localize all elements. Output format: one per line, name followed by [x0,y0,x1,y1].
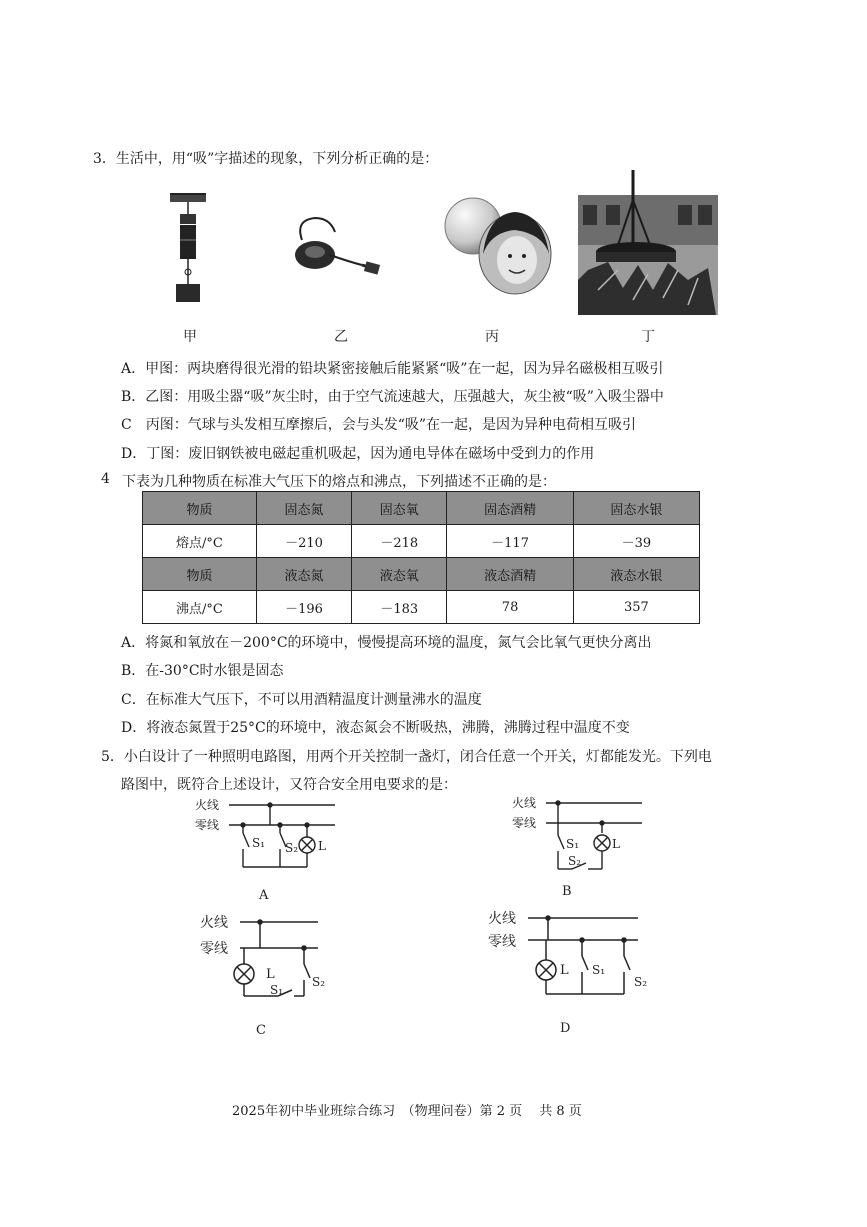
switch-s2-label: S₂ [568,854,582,868]
table-cell: 固态氧 [352,492,447,525]
table-row [143,525,700,558]
live-wire-label: 火线 [512,796,537,810]
switch-s2-label: S₂ [634,975,648,989]
melting-boiling-table [142,491,700,624]
live-wire-label: 火线 [488,911,516,927]
q4-stem: 下表为几种物质在标准大气压下的熔点和沸点，下列描述不正确的是： [122,474,556,490]
page-footer: 2025年初中毕业班综合练习 （物理问卷）第 2 页 共 8 页 [232,1104,582,1119]
q4-number: 4 [101,471,110,487]
neutral-wire-label: 零线 [195,818,220,832]
lamp-label: L [560,963,569,978]
lamp-label: L [318,839,326,853]
table-cell: 357 [573,591,699,624]
q4-option-a: A．将氮和氧放在－200°C的环境中，慢慢提高环境的温度，氮气会比氧气更快分离出 [121,635,652,651]
table-cell: －210 [256,525,351,558]
table-cell: 液态氧 [352,558,447,591]
table-cell: 液态水银 [573,558,699,591]
circuit-label-a: A [259,888,269,903]
live-wire-label: 火线 [195,798,220,812]
q4-option-c: C．在标准大气压下，不可以用酒精温度计测量沸水的温度 [121,692,482,708]
figure-label-jia: 甲 [183,329,197,345]
circuit-label-c: C [256,1023,266,1038]
lamp-label: L [612,837,620,851]
table-cell: －117 [447,525,573,558]
q3-stem: 3．生活中，用“吸”字描述的现象，下列分析正确的是： [93,151,439,167]
neutral-wire-label: 零线 [200,941,228,957]
table-cell: 熔点/°C [143,525,257,558]
figure-label-bing: 丙 [485,329,499,345]
table-cell: 78 [447,591,573,624]
neutral-wire-label: 零线 [488,934,516,950]
electromagnetic-crane-figure [578,170,718,315]
switch-s2-label: S₂ [285,841,299,855]
balloon-girl-figure [443,194,553,300]
table-row [143,591,700,624]
table-cell: －183 [352,591,447,624]
switch-s1-label: S₁ [270,983,284,997]
switch-s2-label: S₂ [312,975,326,989]
table-cell: 物质 [143,492,257,525]
table-cell: 固态水银 [573,492,699,525]
table-cell: 沸点/°C [143,591,257,624]
circuit-label-d: D [560,1021,571,1036]
neutral-wire-label: 零线 [512,816,537,830]
circuit-a-diagram [195,795,345,905]
q5-stem-line1: 5．小白设计了一种照明电路图，用两个开关控制一盏灯，闭合任意一个开关，灯都能发光。下列电 [101,749,712,765]
q3-option-c: C 丙图：气球与头发相互摩擦后，会与头发“吸”在一起，是因为异种电荷相互吸引 [121,417,637,433]
circuit-label-b: B [562,884,572,899]
q3-option-b: B．乙图：用吸尘器“吸”灰尘时，由于空气流速越大，压强越大，灰尘被“吸”入吸尘器中 [121,389,664,405]
lamp-label: L [266,967,275,982]
table-row [143,492,700,525]
switch-s1-label: S₁ [252,836,266,850]
table-cell: 液态氮 [256,558,351,591]
circuit-c-diagram [200,910,370,1040]
table-cell: 固态酒精 [447,492,573,525]
figure-label-yi: 乙 [334,329,348,345]
table-cell: －39 [573,525,699,558]
vacuum-cleaner-figure [290,210,385,280]
lead-blocks-figure [165,192,215,310]
q3-option-a: A．甲图：两块磨得很光滑的铅块紧密接触后能紧紧“吸”在一起，因为异名磁极相互吸引 [121,361,664,377]
table-row [143,558,700,591]
figure-label-ding: 丁 [641,329,655,345]
table-cell: 物质 [143,558,257,591]
table-cell: 固态氮 [256,492,351,525]
switch-s1-label: S₁ [592,963,606,977]
table-cell: 液态酒精 [447,558,573,591]
q3-option-d: D．丁图：废旧钢铁被电磁起重机吸起，因为通电导体在磁场中受到力的作用 [121,446,595,462]
switch-s1-label: S₁ [566,837,580,851]
circuit-d-diagram [488,910,668,1040]
table-cell: －218 [352,525,447,558]
live-wire-label: 火线 [200,915,228,931]
circuit-b-diagram [512,793,662,903]
table-cell: －196 [256,591,351,624]
q4-option-b: B．在-30°C时水银是固态 [121,663,284,679]
q4-option-d: D．将液态氮置于25°C的环境中，液态氮会不断吸热，沸腾，沸腾过程中温度不变 [121,720,630,736]
q5-stem-line2: 路图中，既符合上述设计，又符合安全用电要求的是： [121,777,457,793]
